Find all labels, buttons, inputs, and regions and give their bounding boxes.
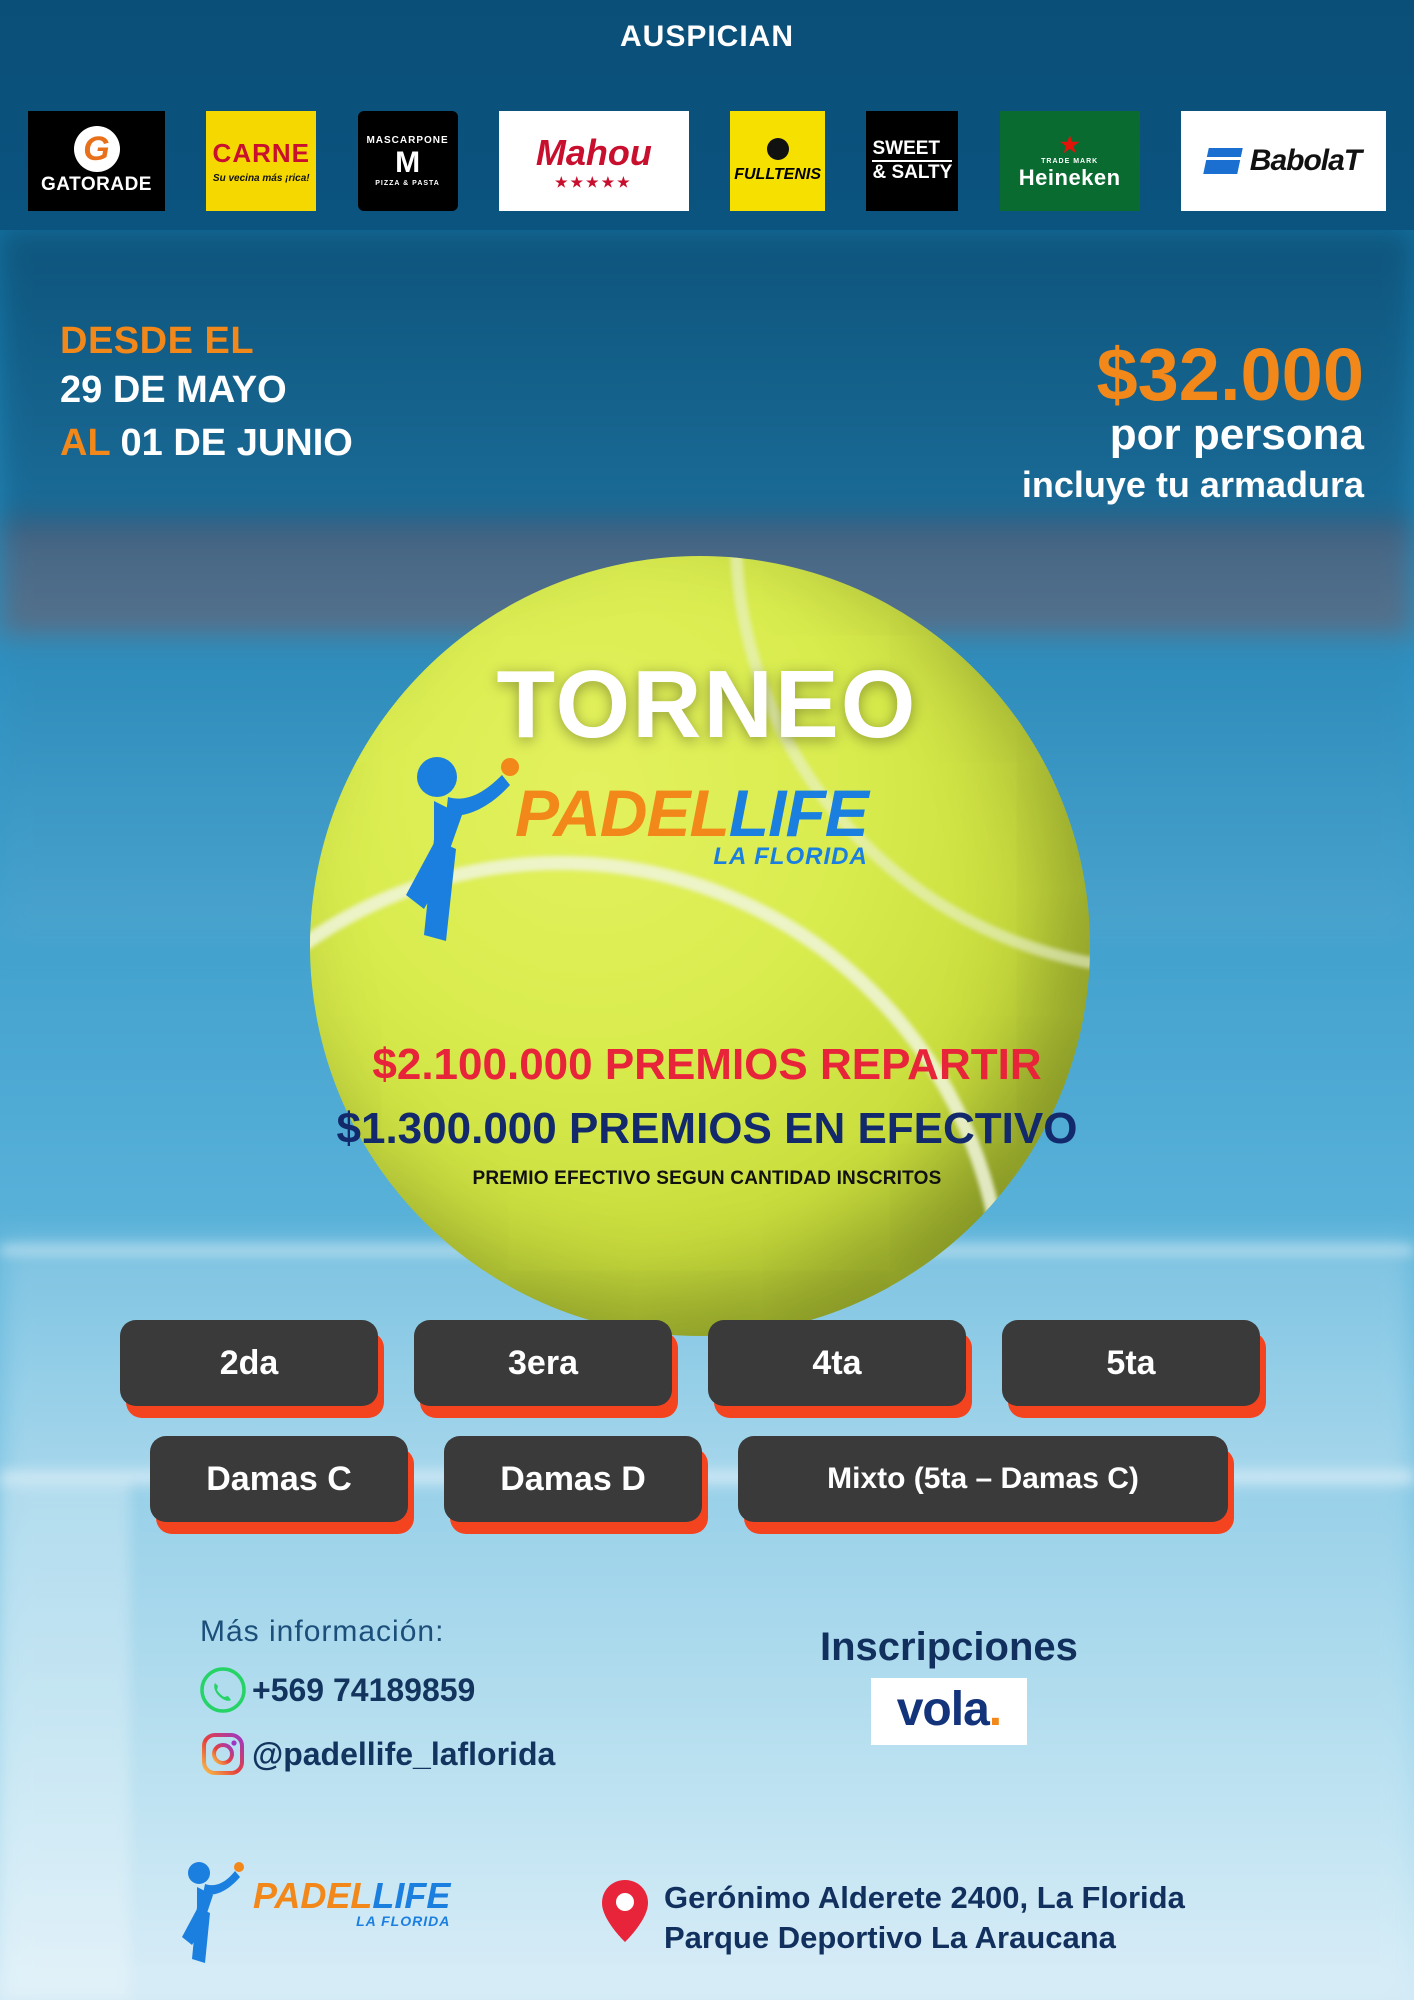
registration-title: Inscripciones — [820, 1625, 1078, 1669]
sponsor-logo-mahou — [499, 111, 689, 211]
prizes-cash: $1.300.000 PREMIOS EN EFECTIVO — [336, 1104, 1078, 1153]
tennis-ball-icon — [767, 138, 789, 160]
category-pill-2da[interactable]: 2da — [120, 1320, 378, 1406]
padel-life-wordmark — [515, 775, 868, 871]
vola-wordmark: vola — [896, 1683, 989, 1736]
brand-padel: PADEL — [253, 1875, 373, 1916]
sponsor-logo-mascarpone — [358, 111, 458, 211]
category-pill-wrap — [150, 1436, 408, 1522]
categories-row-1 — [120, 1320, 1300, 1406]
sponsor-name: SWEET — [872, 138, 941, 159]
sponsor-name: BabolaT — [1249, 144, 1362, 177]
categories-block — [120, 1320, 1300, 1522]
whatsapp-icon[interactable] — [200, 1667, 246, 1713]
category-pill-mixto[interactable]: Mixto (5ta – Damas C) — [738, 1436, 1228, 1522]
brand-life: LIFE — [372, 1875, 451, 1916]
category-pill-damas-d[interactable]: Damas D — [444, 1436, 702, 1522]
gatorade-bolt-icon: G — [74, 126, 120, 172]
sponsor-logo-carne — [206, 111, 316, 211]
sponsor-stars: ★★★★★ — [554, 173, 633, 190]
price-includes: incluye tu armadura — [1021, 464, 1364, 506]
contact-title: Más información: — [200, 1615, 445, 1648]
instagram-icon[interactable] — [200, 1731, 246, 1777]
category-pill-3era[interactable]: 3era — [414, 1320, 672, 1406]
sponsor-name: Heineken — [1018, 164, 1121, 190]
address-line-1: Gerónimo Alderete 2400, La Florida — [664, 1880, 1185, 1915]
sponsor-name: GATORADE — [41, 174, 152, 195]
categories-row-2 — [150, 1436, 1300, 1522]
sponsor-logo-row — [28, 110, 1386, 212]
prizes-total: $2.100.000 PREMIOS REPARTIR — [372, 1040, 1042, 1089]
sponsor-logo-babolat — [1181, 111, 1386, 211]
instagram-row[interactable] — [200, 1731, 555, 1777]
whatsapp-row[interactable] — [200, 1667, 555, 1713]
tournament-dates — [60, 320, 353, 465]
address-lines — [664, 1878, 1185, 1959]
address-line-2: Parque Deportivo La Araucana — [664, 1920, 1116, 1956]
brand-padel: PADEL — [515, 776, 729, 850]
category-pill-wrap — [120, 1320, 378, 1406]
sponsor-name: CARNE — [212, 138, 310, 168]
sponsor-logo-sweet-salty — [866, 111, 958, 211]
category-pill-wrap — [414, 1320, 672, 1406]
prizes-note: PREMIO EFECTIVO SEGUN CANTIDAD INSCRITOS — [472, 1168, 942, 1189]
map-pin-icon — [600, 1878, 650, 1944]
sponsor-name: FULLTENIS — [734, 166, 822, 183]
footer-wordmark — [253, 1875, 450, 1929]
sponsor-logo-gatorade — [28, 111, 165, 211]
vola-logo[interactable] — [871, 1678, 1027, 1745]
brand-life: LIFE — [728, 776, 868, 850]
sponsor-logo-heineken — [1000, 111, 1140, 211]
instagram-handle[interactable]: @padellife_laflorida — [252, 1735, 556, 1772]
category-pill-wrap — [444, 1436, 702, 1522]
brand-sub: LA FLORIDA — [356, 1913, 451, 1929]
address-block — [600, 1878, 1185, 1959]
dates-from-label: DESDE EL — [60, 320, 255, 362]
category-pill-5ta[interactable]: 5ta — [1002, 1320, 1260, 1406]
price-amount: $32.000 — [1096, 333, 1364, 416]
category-pill-wrap — [708, 1320, 966, 1406]
dates-end-row — [60, 422, 353, 465]
category-pill-4ta[interactable]: 4ta — [708, 1320, 966, 1406]
registration-block — [820, 1625, 1078, 1745]
footer-padel-life-logo — [175, 1855, 515, 1975]
dates-start: 29 DE MAYO — [60, 369, 287, 411]
page-title: TORNEO — [496, 651, 918, 758]
babolat-mark-icon — [1203, 148, 1243, 174]
star-icon: ★ — [1059, 131, 1080, 157]
sponsor-name: MASCARPONE — [366, 135, 449, 146]
brand-sub: LA FLORIDA — [713, 843, 868, 870]
category-pill-damas-c[interactable]: Damas C — [150, 1436, 408, 1522]
court-line — [0, 1480, 130, 2000]
prizes-block — [0, 1040, 1414, 1190]
padel-life-logo — [390, 745, 930, 945]
padel-player-icon — [175, 1855, 255, 1965]
category-pill-wrap — [1002, 1320, 1260, 1406]
sponsor-sub: PIZZA & PASTA — [375, 180, 440, 187]
contact-block — [200, 1615, 555, 1777]
sponsor-monogram: M — [395, 146, 421, 179]
sponsor-tagline: Su vecina más ¡rica! — [212, 173, 310, 184]
sponsor-logo-fulltenis — [730, 111, 825, 211]
sponsor-name-line2: & SALTY — [872, 162, 953, 183]
dates-al-label: AL — [60, 422, 110, 464]
auspician-label: AUSPICIAN — [619, 20, 794, 53]
price-per-person: por persona — [1109, 410, 1364, 460]
whatsapp-number[interactable]: +569 74189859 — [252, 1671, 476, 1708]
sponsor-trademark: TRADE MARK — [1041, 157, 1099, 165]
dates-end: 01 DE JUNIO — [120, 422, 353, 464]
category-pill-wrap — [738, 1436, 1228, 1522]
sponsor-name: Mahou — [535, 131, 652, 173]
price-block — [894, 333, 1364, 506]
vola-dot: . — [988, 1683, 1002, 1736]
